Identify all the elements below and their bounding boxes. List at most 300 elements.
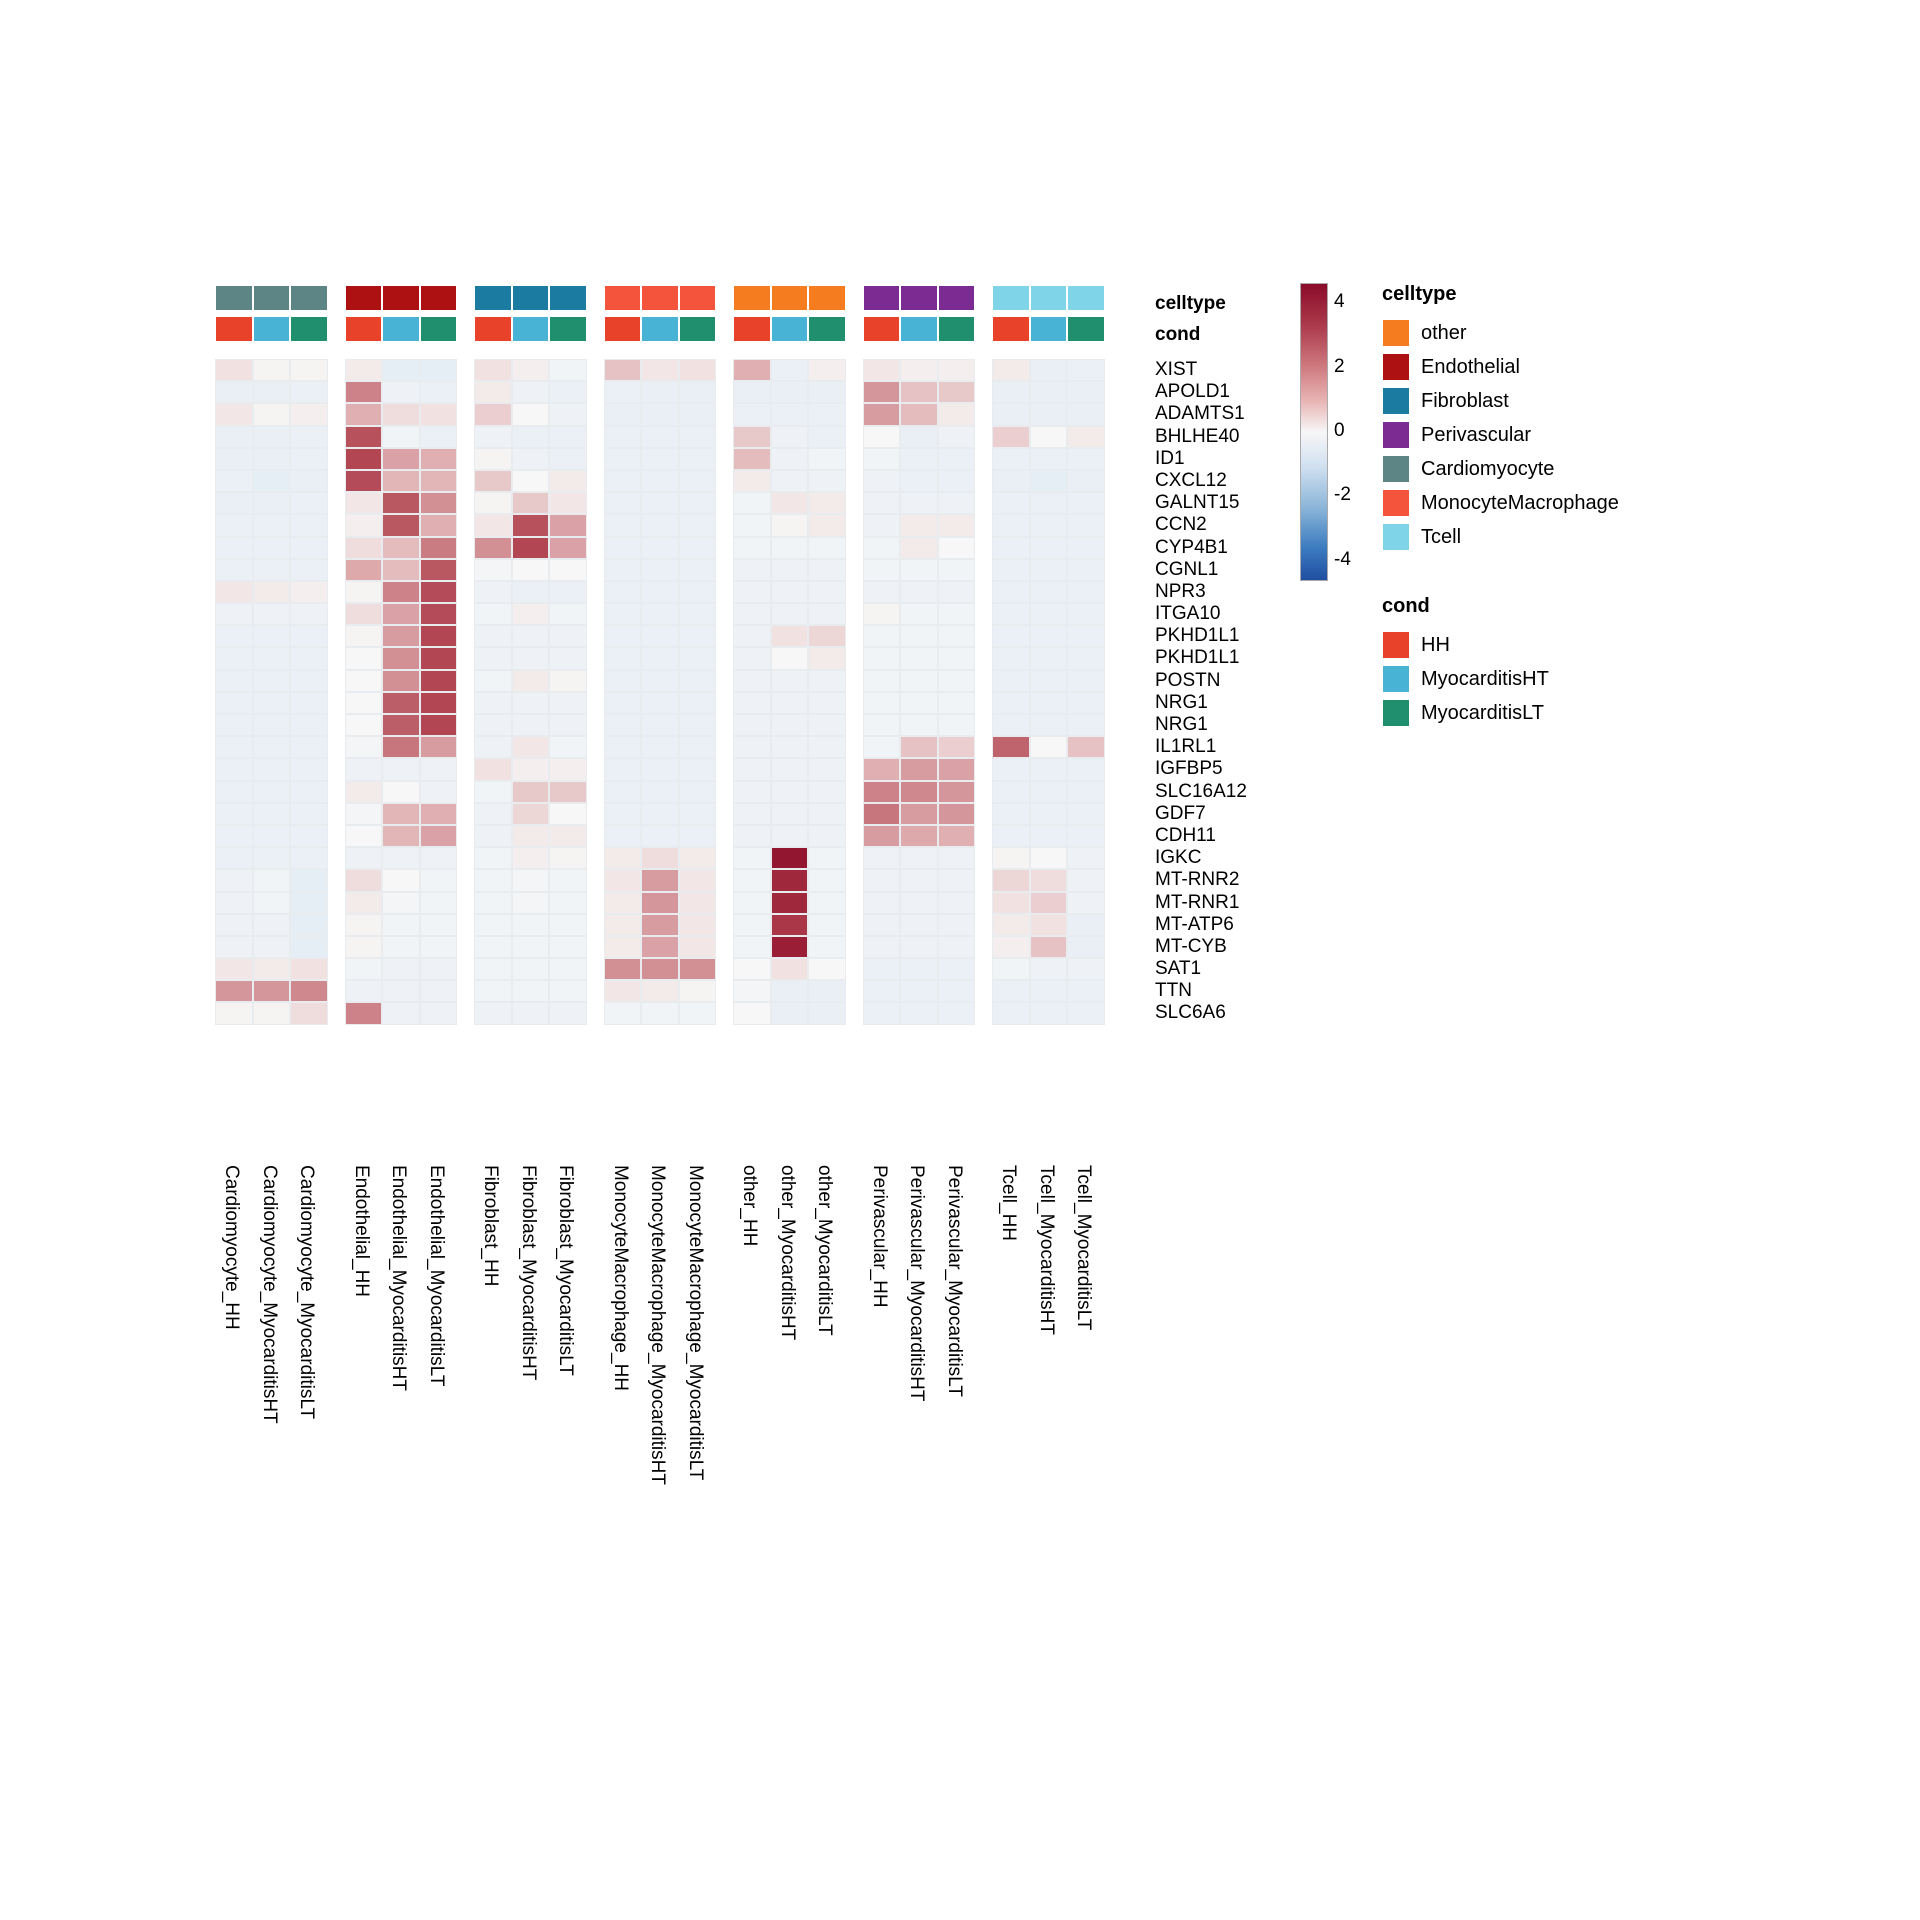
heatmap-cell — [474, 1002, 512, 1024]
heatmap-cell — [938, 847, 976, 869]
heatmap-cell — [345, 647, 383, 669]
heatmap-cell — [1067, 559, 1105, 581]
heatmap-cell — [382, 847, 420, 869]
celltype-legend-item[interactable] — [1382, 520, 1619, 554]
heatmap-cell — [420, 936, 458, 958]
heatmap-row — [215, 426, 328, 448]
heatmap-cell — [992, 514, 1030, 536]
heatmap-cell — [253, 647, 291, 669]
heatmap-cell — [733, 581, 771, 603]
heatmap-cell — [1030, 603, 1068, 625]
heatmap-cell — [420, 692, 458, 714]
heatmap-cell — [1030, 359, 1068, 381]
heatmap-cell — [771, 359, 809, 381]
heatmap-cell — [641, 758, 679, 780]
heatmap-cell — [512, 670, 550, 692]
heatmap-row — [992, 470, 1105, 492]
heatmap-cell — [604, 958, 642, 980]
heatmap-cell — [474, 736, 512, 758]
heatmap-cell — [992, 803, 1030, 825]
row-label: MT-RNR1 — [1155, 891, 1240, 913]
cond-annotation-cell — [900, 316, 938, 342]
celltype-legend-swatch — [1382, 421, 1410, 449]
heatmap-cell — [733, 803, 771, 825]
heatmap-cell — [253, 670, 291, 692]
heatmap-cell — [808, 980, 846, 1002]
heatmap-cell — [253, 426, 291, 448]
heatmap-cell — [1067, 514, 1105, 536]
cond-annotation-cell — [420, 316, 458, 342]
heatmap-cell — [771, 892, 809, 914]
heatmap-cell — [253, 892, 291, 914]
celltype-legend-item[interactable] — [1382, 486, 1619, 520]
cond-legend-swatch — [1382, 665, 1410, 693]
heatmap-row — [215, 869, 328, 891]
row-label: ID1 — [1155, 447, 1185, 469]
heatmap-cell — [938, 581, 976, 603]
celltype-legend-item[interactable] — [1382, 418, 1619, 452]
heatmap-cell — [215, 670, 253, 692]
heatmap-cell — [290, 980, 328, 1002]
annotation-name-celltype: celltype — [1155, 293, 1226, 314]
heatmap-cell — [679, 537, 717, 559]
heatmap-cell — [771, 692, 809, 714]
heatmap-cell — [345, 847, 383, 869]
heatmap-cell — [549, 670, 587, 692]
heatmap-cell — [992, 470, 1030, 492]
heatmap-row — [733, 403, 846, 425]
column-label: Fibroblast_MyocarditisHT — [517, 1165, 539, 1381]
heatmap-cell — [345, 359, 383, 381]
heatmap-cell — [733, 381, 771, 403]
heatmap-cell — [512, 537, 550, 559]
heatmap-row — [345, 448, 458, 470]
heatmap-cell — [900, 803, 938, 825]
cond-annotation-cell — [474, 316, 512, 342]
heatmap-cell — [679, 559, 717, 581]
heatmap-cell — [549, 936, 587, 958]
heatmap-cell — [253, 869, 291, 891]
heatmap-cell — [938, 980, 976, 1002]
heatmap-row — [992, 1002, 1105, 1024]
heatmap-cell — [604, 914, 642, 936]
cond-legend-item[interactable] — [1382, 628, 1549, 662]
heatmap-cell — [900, 958, 938, 980]
heatmap-cell — [345, 537, 383, 559]
heatmap-cell — [215, 892, 253, 914]
cond-annotation-cell — [679, 316, 717, 342]
heatmap-cell — [512, 359, 550, 381]
heatmap-cell — [863, 603, 901, 625]
heatmap-row — [863, 647, 976, 669]
celltype-legend-item[interactable] — [1382, 384, 1619, 418]
heatmap-cell — [215, 980, 253, 1002]
cond-annotation-cell — [290, 316, 328, 342]
celltype-legend-item[interactable] — [1382, 350, 1619, 384]
heatmap-cell — [1067, 825, 1105, 847]
heatmap-cell — [253, 803, 291, 825]
heatmap-cell — [992, 758, 1030, 780]
heatmap-cell — [808, 559, 846, 581]
heatmap-cell — [938, 670, 976, 692]
heatmap-row — [733, 714, 846, 736]
row-label: APOLD1 — [1155, 381, 1230, 403]
heatmap-cell — [679, 914, 717, 936]
heatmap-row — [474, 980, 587, 1002]
heatmap-cell — [771, 936, 809, 958]
heatmap-cell — [808, 359, 846, 381]
heatmap-row — [863, 581, 976, 603]
heatmap-cell — [641, 803, 679, 825]
heatmap-cell — [679, 958, 717, 980]
celltype-annotation-cell — [641, 285, 679, 311]
heatmap-cell — [474, 692, 512, 714]
heatmap-cell — [604, 559, 642, 581]
cond-legend-label: MyocarditisLT — [1421, 701, 1544, 724]
heatmap-cell — [733, 958, 771, 980]
heatmap-cell — [420, 847, 458, 869]
heatmap-cell — [679, 758, 717, 780]
colorbar — [1300, 283, 1328, 581]
heatmap-cell — [474, 803, 512, 825]
heatmap-cell — [992, 426, 1030, 448]
heatmap-cell — [938, 1002, 976, 1024]
heatmap-row — [992, 781, 1105, 803]
heatmap-cell — [938, 803, 976, 825]
heatmap-cell — [253, 736, 291, 758]
heatmap-cell — [1067, 670, 1105, 692]
heatmap-cell — [512, 781, 550, 803]
cond-annotation-cell — [512, 316, 550, 342]
heatmap-cell — [549, 492, 587, 514]
heatmap-cell — [1067, 359, 1105, 381]
heatmap-cell — [382, 381, 420, 403]
celltype-legend-label: other — [1421, 321, 1467, 344]
heatmap-cell — [679, 470, 717, 492]
heatmap-cell — [771, 980, 809, 1002]
heatmap-cell — [900, 625, 938, 647]
celltype-annotation-row — [345, 285, 458, 311]
heatmap-cell — [900, 714, 938, 736]
heatmap-cell — [938, 736, 976, 758]
heatmap-row — [863, 892, 976, 914]
heatmap-cell — [641, 980, 679, 1002]
column-label: Perivascular_MyocarditisLT — [943, 1165, 965, 1397]
heatmap-row — [474, 359, 587, 381]
colorbar-tick-label: 2 — [1334, 355, 1345, 377]
celltype-annotation-cell — [604, 285, 642, 311]
heatmap-cell — [679, 448, 717, 470]
heatmap-row — [992, 381, 1105, 403]
heatmap-cell — [641, 492, 679, 514]
heatmap-cell — [290, 692, 328, 714]
heatmap-cell — [549, 958, 587, 980]
heatmap-cell — [900, 670, 938, 692]
heatmap-cell — [1030, 980, 1068, 1002]
heatmap-row — [474, 869, 587, 891]
cond-annotation-cell — [938, 316, 976, 342]
row-labels — [1155, 359, 1247, 1025]
heatmap-row — [345, 470, 458, 492]
heatmap-row — [863, 825, 976, 847]
heatmap-row — [992, 736, 1105, 758]
heatmap-cell — [733, 936, 771, 958]
heatmap-cell — [938, 936, 976, 958]
heatmap-cell — [992, 914, 1030, 936]
heatmap-cell — [549, 403, 587, 425]
heatmap-row — [215, 603, 328, 625]
heatmap-cell — [474, 403, 512, 425]
heatmap-cell — [474, 869, 512, 891]
heatmap-cell — [863, 492, 901, 514]
heatmap-row — [863, 625, 976, 647]
heatmap-cell — [253, 980, 291, 1002]
heatmap-cell — [808, 914, 846, 936]
heatmap-cell — [474, 758, 512, 780]
heatmap-cell — [215, 692, 253, 714]
heatmap-cell — [290, 714, 328, 736]
heatmap-cell — [1030, 625, 1068, 647]
heatmap-cell — [604, 714, 642, 736]
cond-legend-item[interactable] — [1382, 662, 1549, 696]
heatmap-row — [215, 359, 328, 381]
heatmap-row — [992, 359, 1105, 381]
heatmap-row — [863, 803, 976, 825]
heatmap-cell — [641, 359, 679, 381]
heatmap-row — [733, 581, 846, 603]
heatmap-row — [345, 736, 458, 758]
column-label: Fibroblast_MyocarditisLT — [555, 1165, 576, 1376]
heatmap-cell — [1030, 492, 1068, 514]
cond-annotation-cell — [1067, 316, 1105, 342]
celltype-annotation-cell — [863, 285, 901, 311]
heatmap-cell — [641, 514, 679, 536]
heatmap-row — [345, 647, 458, 669]
heatmap-cell — [474, 603, 512, 625]
heatmap-row — [992, 803, 1105, 825]
heatmap-cell — [808, 514, 846, 536]
cond-annotation-cell — [604, 316, 642, 342]
heatmap-cell — [771, 537, 809, 559]
row-label: SLC16A12 — [1155, 780, 1247, 802]
heatmap-cell — [771, 492, 809, 514]
heatmap-cell — [733, 692, 771, 714]
heatmap-cell — [345, 692, 383, 714]
heatmap-row — [345, 359, 458, 381]
heatmap-cell — [733, 736, 771, 758]
colorbar-tick-label: 4 — [1334, 291, 1345, 313]
heatmap-cell — [808, 670, 846, 692]
row-label: CDH11 — [1155, 824, 1216, 846]
cond-legend-item[interactable] — [1382, 696, 1549, 730]
heatmap-cell — [900, 692, 938, 714]
heatmap-cell — [733, 537, 771, 559]
heatmap-cell — [215, 647, 253, 669]
heatmap-row — [992, 492, 1105, 514]
heatmap-row — [215, 958, 328, 980]
heatmap-cell — [1067, 980, 1105, 1002]
heatmap-cell — [808, 581, 846, 603]
row-label: POSTN — [1155, 669, 1221, 691]
heatmap-cell — [512, 692, 550, 714]
heatmap-cell — [382, 537, 420, 559]
cond-annotation-cell — [771, 316, 809, 342]
heatmap-cell — [808, 825, 846, 847]
heatmap-cell — [549, 692, 587, 714]
heatmap-cell — [290, 670, 328, 692]
heatmap-row — [345, 670, 458, 692]
heatmap-cell — [1030, 825, 1068, 847]
celltype-legend-label: Perivascular — [1421, 423, 1532, 446]
heatmap-cell — [290, 359, 328, 381]
celltype-legend-swatch — [1382, 319, 1410, 347]
heatmap-cell — [290, 559, 328, 581]
heatmap-cell — [641, 958, 679, 980]
heatmap-row — [863, 559, 976, 581]
heatmap-cell — [863, 514, 901, 536]
heatmap-cell — [1030, 514, 1068, 536]
heatmap-cell — [900, 847, 938, 869]
column-label: Tcell_MyocarditisLT — [1073, 1165, 1094, 1331]
heatmap-cell — [215, 758, 253, 780]
heatmap-cell — [771, 470, 809, 492]
column-label: Cardiomyocyte_MyocarditisHT — [258, 1165, 280, 1424]
heatmap-cell — [512, 603, 550, 625]
heatmap-cell — [1030, 403, 1068, 425]
heatmap-cell — [679, 603, 717, 625]
column-label: other_HH — [739, 1165, 760, 1247]
heatmap-cell — [771, 603, 809, 625]
heatmap-cell — [512, 736, 550, 758]
row-label: PKHD1L1 — [1155, 647, 1240, 669]
heatmap-cell — [679, 359, 717, 381]
celltype-annotation-row — [215, 285, 328, 311]
heatmap-row — [992, 958, 1105, 980]
heatmap-row — [345, 936, 458, 958]
heatmap-cell — [512, 381, 550, 403]
heatmap-cell — [253, 514, 291, 536]
heatmap-row — [992, 537, 1105, 559]
heatmap-cell — [604, 359, 642, 381]
heatmap-row — [345, 714, 458, 736]
heatmap-row — [215, 914, 328, 936]
heatmap-row — [345, 869, 458, 891]
heatmap-row — [992, 980, 1105, 1002]
annotation-row-names — [1155, 288, 1226, 350]
heatmap-cell — [771, 1002, 809, 1024]
heatmap-cell — [679, 492, 717, 514]
heatmap-row — [215, 625, 328, 647]
heatmap-cell — [900, 470, 938, 492]
heatmap-cell — [1030, 537, 1068, 559]
heatmap-cell — [992, 359, 1030, 381]
heatmap-row — [604, 492, 717, 514]
heatmap-cell — [382, 980, 420, 1002]
heatmap-cell — [382, 892, 420, 914]
heatmap-cell — [808, 736, 846, 758]
heatmap-cell — [604, 1002, 642, 1024]
heatmap-cell — [290, 403, 328, 425]
heatmap-cell — [863, 980, 901, 1002]
heatmap-row — [733, 647, 846, 669]
heatmap-cell — [641, 426, 679, 448]
celltype-annotation-cell — [474, 285, 512, 311]
heatmap-row — [215, 936, 328, 958]
heatmap-row — [345, 914, 458, 936]
heatmap-row — [733, 736, 846, 758]
heatmap-cell — [1030, 758, 1068, 780]
heatmap-row — [863, 514, 976, 536]
celltype-annotation-cell — [733, 285, 771, 311]
heatmap-cell — [992, 692, 1030, 714]
heatmap-cell — [474, 426, 512, 448]
heatmap-cell — [215, 625, 253, 647]
heatmap-row — [604, 692, 717, 714]
heatmap-cell — [992, 625, 1030, 647]
heatmap-row — [345, 537, 458, 559]
heatmap-row — [992, 714, 1105, 736]
heatmap-cell — [345, 803, 383, 825]
heatmap-row — [474, 892, 587, 914]
celltype-legend-label: Tcell — [1421, 525, 1462, 548]
heatmap-cell — [900, 892, 938, 914]
heatmap-cell — [549, 736, 587, 758]
heatmap-row — [733, 936, 846, 958]
heatmap-row — [215, 736, 328, 758]
heatmap-row — [863, 847, 976, 869]
heatmap-row — [992, 914, 1105, 936]
heatmap-cell — [604, 426, 642, 448]
cond-legend-label: MyocarditisHT — [1421, 667, 1549, 690]
heatmap-cell — [474, 825, 512, 847]
heatmap-cell — [679, 803, 717, 825]
heatmap-row — [992, 847, 1105, 869]
heatmap-cell — [290, 936, 328, 958]
heatmap-cell — [1030, 559, 1068, 581]
heatmap-cell — [733, 781, 771, 803]
heatmap-cell — [771, 581, 809, 603]
colorbar-tick-label: -4 — [1334, 548, 1351, 570]
heatmap-cell — [641, 847, 679, 869]
heatmap-cell — [992, 847, 1030, 869]
heatmap-cell — [863, 426, 901, 448]
heatmap-cell — [863, 892, 901, 914]
heatmap-cell — [992, 448, 1030, 470]
heatmap-cell — [512, 426, 550, 448]
celltype-legend-item[interactable] — [1382, 316, 1619, 350]
heatmap-cell — [771, 825, 809, 847]
heatmap-cell — [345, 1002, 383, 1024]
heatmap-cell — [771, 647, 809, 669]
heatmap-cell — [253, 359, 291, 381]
heatmap-row — [733, 426, 846, 448]
heatmap-cell — [641, 603, 679, 625]
heatmap-cell — [1030, 958, 1068, 980]
heatmap-cell — [512, 403, 550, 425]
column-label: MonocyteMacrophage_MyocarditisHT — [647, 1165, 668, 1485]
heatmap-cell — [900, 980, 938, 1002]
celltype-legend-item[interactable] — [1382, 452, 1619, 486]
heatmap-row — [604, 825, 717, 847]
heatmap-cell — [1030, 381, 1068, 403]
cond-annotation-cell — [215, 316, 253, 342]
heatmap-cell — [900, 381, 938, 403]
heatmap-row — [604, 625, 717, 647]
heatmap-cell — [992, 892, 1030, 914]
cond-annotation-cell — [382, 316, 420, 342]
heatmap-cell — [382, 359, 420, 381]
heatmap-cell — [1067, 403, 1105, 425]
